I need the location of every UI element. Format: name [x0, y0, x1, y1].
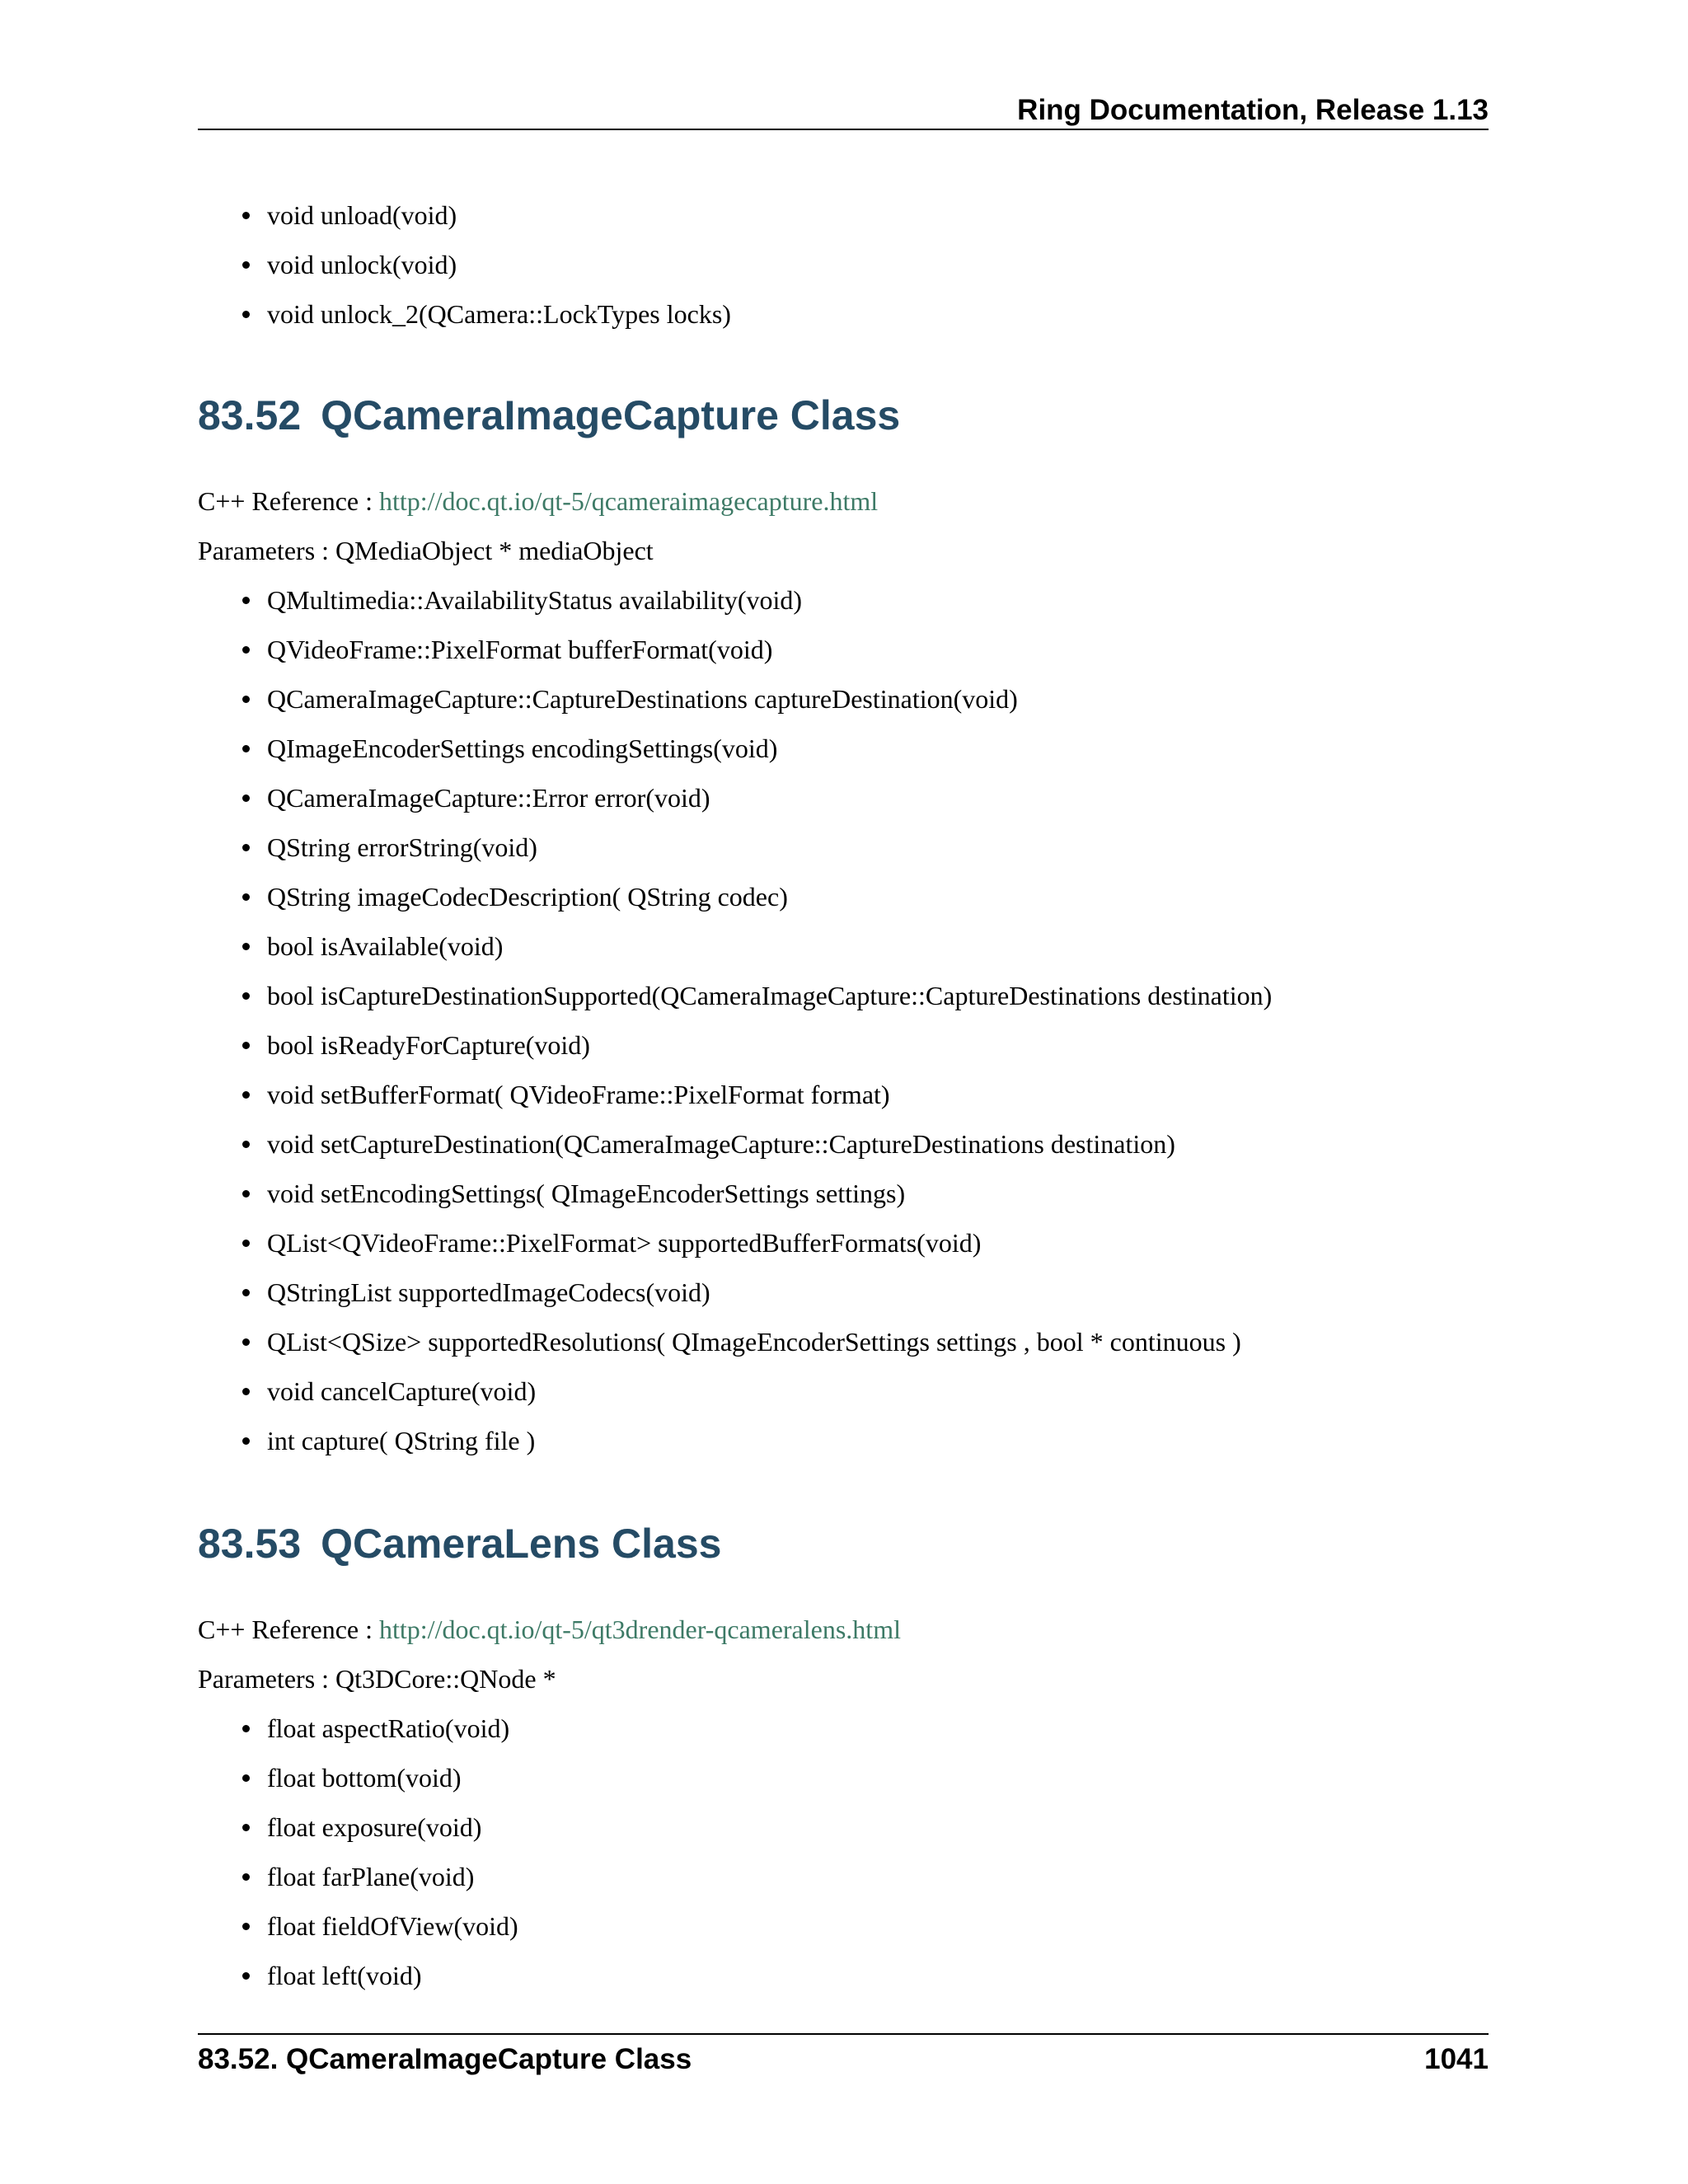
list-item: void setEncodingSettings( QImageEncoderSettings settings) — [241, 1169, 1272, 1218]
list-item: bool isReadyForCapture(void) — [241, 1020, 1272, 1070]
list-item: void unlock(void) — [241, 240, 731, 289]
list-item: float left(void) — [241, 1951, 518, 2000]
top-method-list — [241, 190, 731, 339]
list-item: void setBufferFormat( QVideoFrame::PixelFormat format) — [241, 1070, 1272, 1119]
list-item: QString errorString(void) — [241, 823, 1272, 872]
list-item: void setCaptureDestination(QCameraImageCapture::CaptureDestinations destination) — [241, 1119, 1272, 1169]
reference-label: C++ Reference : — [198, 1615, 379, 1644]
list-item: QImageEncoderSettings encodingSettings(void) — [241, 724, 1272, 773]
reference-link[interactable]: http://doc.qt.io/qt-5/qt3drender-qcameralens.html — [379, 1615, 901, 1644]
section-number: 83.52 — [198, 392, 302, 438]
list-item: QMultimedia::AvailabilityStatus availability(void) — [241, 575, 1272, 625]
section-number: 83.53 — [198, 1521, 302, 1567]
footer-page-number: 1041 — [1424, 2043, 1489, 2075]
footer-section-title: 83.52. QCameraImageCapture Class — [198, 2043, 692, 2075]
section-title: QCameraImageCapture Class — [321, 392, 901, 438]
list-item: QStringList supportedImageCodecs(void) — [241, 1268, 1272, 1317]
list-item: bool isAvailable(void) — [241, 921, 1272, 971]
list-item: void unlock_2(QCamera::LockTypes locks) — [241, 289, 731, 339]
section-title: QCameraLens Class — [321, 1521, 722, 1567]
list-item: QString imageCodecDescription( QString codec) — [241, 872, 1272, 921]
method-list-qcameralens — [241, 1704, 518, 2000]
parameters-line: Parameters : Qt3DCore::QNode * — [198, 1664, 556, 1694]
reference-label: C++ Reference : — [198, 486, 379, 516]
page-header — [198, 91, 1489, 130]
section-heading-qcameralens — [198, 1519, 721, 1568]
list-item: float fieldOfView(void) — [241, 1901, 518, 1951]
method-list-qcameraimagecapture — [241, 575, 1272, 1465]
list-item: float bottom(void) — [241, 1753, 518, 1802]
list-item: float farPlane(void) — [241, 1852, 518, 1901]
list-item: float exposure(void) — [241, 1802, 518, 1852]
list-item: QList<QVideoFrame::PixelFormat> supportedBufferFormats(void) — [241, 1218, 1272, 1268]
cpp-reference-line — [198, 476, 878, 526]
section-heading-qcameraimagecapture — [198, 391, 900, 440]
parameters-line: Parameters : QMediaObject * mediaObject — [198, 536, 654, 565]
list-item: bool isCaptureDestinationSupported(QCameraImageCapture::CaptureDestinations destination) — [241, 971, 1272, 1020]
reference-link[interactable]: http://doc.qt.io/qt-5/qcameraimagecapture.html — [379, 486, 879, 516]
list-item: float aspectRatio(void) — [241, 1704, 518, 1753]
list-item: QCameraImageCapture::Error error(void) — [241, 773, 1272, 823]
header-title: Ring Documentation, Release 1.13 — [1017, 94, 1489, 126]
list-item: void cancelCapture(void) — [241, 1366, 1272, 1416]
list-item: void unload(void) — [241, 190, 731, 240]
cpp-reference-line — [198, 1605, 901, 1654]
list-item: int capture( QString file ) — [241, 1416, 1272, 1465]
list-item: QVideoFrame::PixelFormat bufferFormat(void) — [241, 625, 1272, 674]
list-item: QCameraImageCapture::CaptureDestinations captureDestination(void) — [241, 674, 1272, 724]
list-item: QList<QSize> supportedResolutions( QImageEncoderSettings settings , bool * continuous ) — [241, 1317, 1272, 1366]
document-page — [198, 0, 1489, 2184]
page-footer — [198, 2033, 1489, 2084]
